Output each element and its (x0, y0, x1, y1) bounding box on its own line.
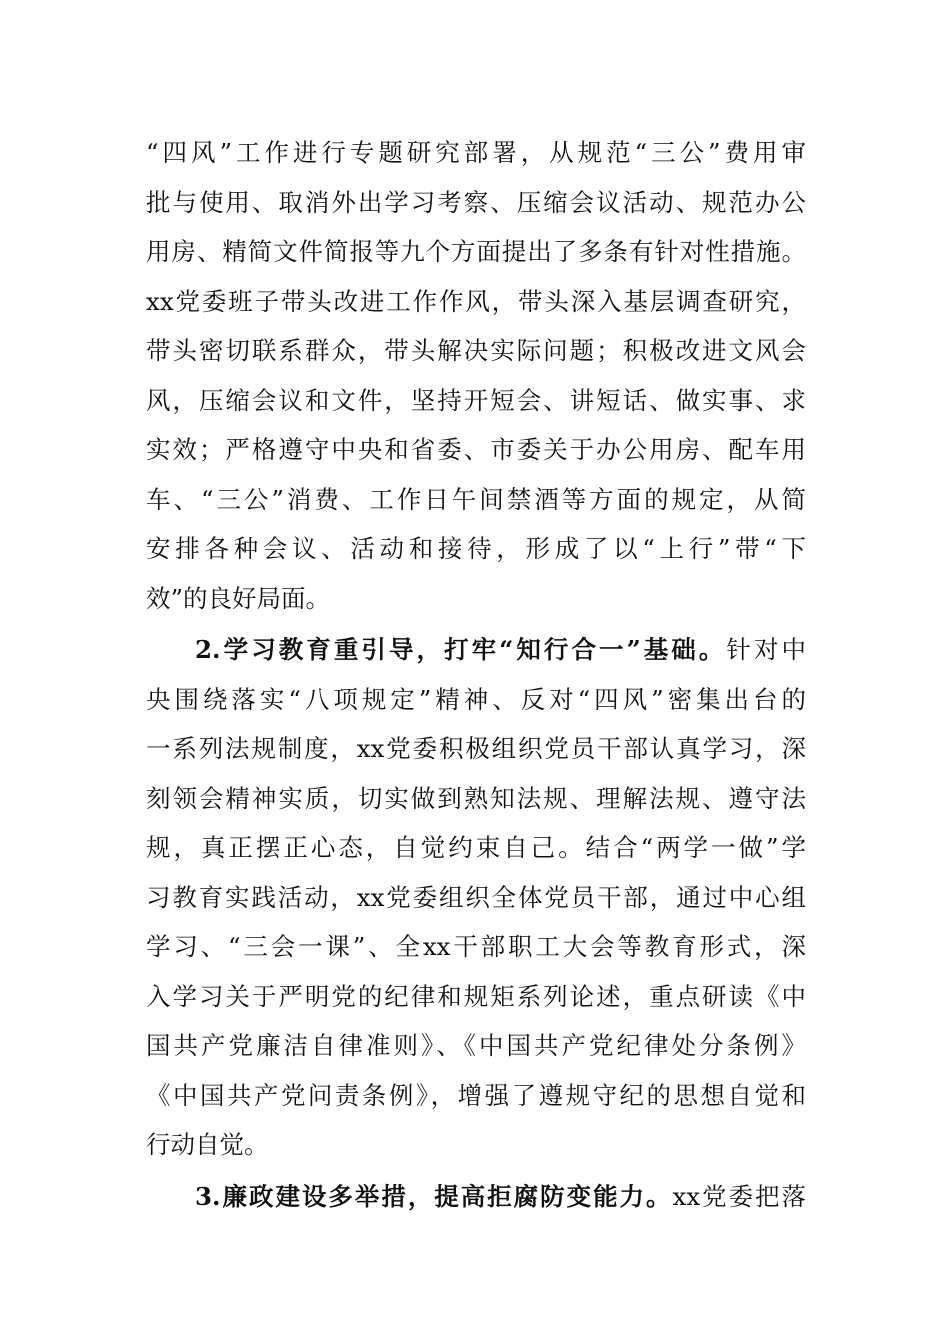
text-line: 风，压缩会议和文件，坚持开短会、讲短话、做实事、求 (146, 385, 806, 415)
text-line: 效”的良好局面。 (146, 583, 331, 613)
text-line: 行动自觉。 (146, 1130, 269, 1159)
section-heading: 3.廉政建设多举措，提高拒腐防变能力。 (195, 1181, 673, 1211)
text-line: 安排各种会议、活动和接待，形成了以“上行”带“下 (146, 534, 806, 563)
text-line (146, 1172, 806, 1222)
heading-continuation: xx党委把落 (672, 1181, 807, 1211)
paragraph-2 (146, 625, 806, 1170)
text-line: 习教育实践活动，xx党委组织全体党员干部，通过中心组 (146, 882, 806, 912)
text-line: 学习、“三会一课”、全xx干部职工大会等教育形式，深 (146, 932, 806, 961)
text-line: 规，真正摆正心态，自觉约束自己。结合“两学一做”学 (146, 833, 806, 862)
document-body (146, 128, 806, 1221)
section-heading: 2.学习教育重引导，打牢“知行合一”基础。 (195, 635, 727, 664)
text-line: 车、“三公”消费、工作日午间禁酒等方面的规定，从简 (146, 484, 806, 514)
text-line: 实效；严格遵守中央和省委、市委关于办公用房、配车用 (146, 435, 806, 464)
text-line: 批与使用、取消外出学习考察、压缩会议活动、规范办公 (146, 187, 806, 217)
text-line: “四风”工作进行专题研究部署，从规范“三公”费用审 (146, 138, 806, 167)
text-line: 国共产党廉洁自律准则》、《中国共产党纪律处分条例》 (146, 1031, 806, 1060)
paragraph-1 (146, 128, 806, 623)
text-line: 《中国共产党问责条例》，增强了遵规守纪的思想自觉和 (146, 1080, 806, 1110)
text-line: 刻领会精神实质，切实做到熟知法规、理解法规、遵守法 (146, 783, 806, 813)
text-line (146, 625, 806, 675)
text-line: 一系列法规制度，xx党委积极组织党员干部认真学习，深 (146, 734, 806, 763)
text-line: xx党委班子带头改进工作作风，带头深入基层调查研究， (146, 286, 806, 316)
text-line: 用房、精简文件简报等九个方面提出了多条有针对性措施。 (146, 237, 806, 266)
text-line: 入学习关于严明党的纪律和规矩系列论述，重点研读《中 (146, 981, 806, 1011)
paragraph-3 (146, 1172, 806, 1222)
text-line: 带头密切联系群众，带头解决实际问题；积极改进文风会 (146, 336, 806, 365)
text-line: 央围绕落实“八项规定”精神、反对“四风”密集出台的 (146, 684, 806, 714)
heading-continuation: 针对中 (726, 635, 807, 664)
